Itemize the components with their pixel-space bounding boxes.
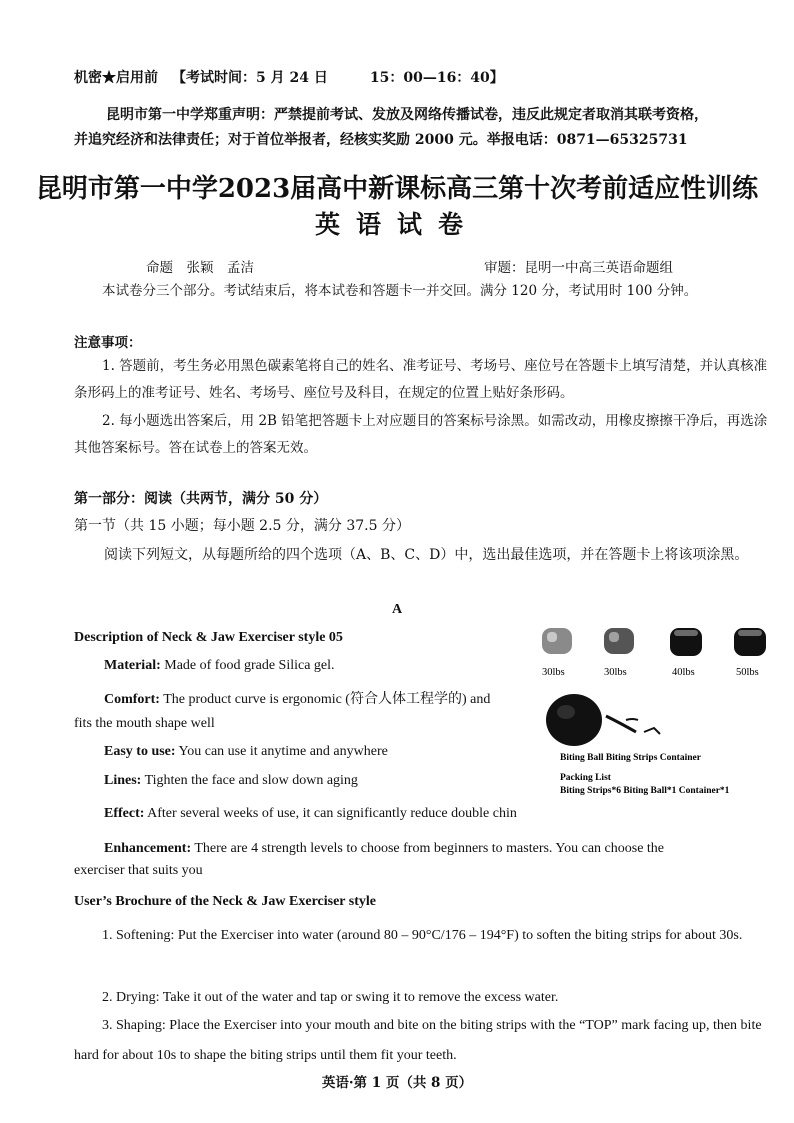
notes-heading: 注意事项：: [74, 335, 142, 351]
enhancement-text: There are 4 strength levels to choose from beginners to masters. You can choose the: [191, 841, 665, 856]
passage-letter: A: [391, 602, 403, 617]
effect-text: After several weeks of use, it can significantly reduce double chin: [144, 806, 517, 821]
notice-line-1: 昆明市第一中学郑重声明：严禁提前考试、发放及网络传播试卷，违反此规定者取消其联考资格，: [106, 107, 708, 123]
reviewer: 审题：昆明一中高三英语命题组: [484, 260, 673, 276]
authors: 命题 张颖 孟洁: [146, 260, 254, 276]
brochure-step-3: 3. Shaping: Place the Exerciser into your mouth and bite on the biting strips with the “TOP” mark facing up, then bite hard for about 10s to shape the biting strips until them fit your teeth.: [74, 1018, 762, 1063]
confidential-label: 机密★启用前: [74, 70, 158, 86]
container-image: [644, 728, 660, 734]
section-1-heading: 第一节（共 15 小题；每小题 2.5 分，满分 37.5 分）: [74, 518, 410, 534]
notice-line-2: 并追究经济和法律责任；对于首位举报者，经核实奖励 2000 元。举报电话：0871—65325731: [74, 132, 688, 148]
property-easy-to-use: [104, 744, 388, 760]
material-label: Material:: [104, 658, 161, 673]
weight-label-3: 40lbs: [672, 667, 695, 678]
brochure-step-2: 2. Drying: Take it out of the water and tap or swing it to remove the excess water.: [102, 990, 559, 1005]
description-heading: Description of Neck & Jaw Exerciser style 05: [74, 630, 343, 645]
property-enhancement: [104, 834, 780, 863]
lines-label: Lines:: [104, 773, 142, 788]
comfort-text-continued: fits the mouth shape well: [74, 716, 215, 731]
weight-label-2: 30lbs: [604, 667, 627, 678]
material-text: Made of food grade Silica gel.: [160, 658, 335, 673]
exerciser-40lbs-image: [670, 628, 702, 656]
product-images: [536, 620, 786, 800]
parts-label: Biting Ball Biting Strips Container: [560, 753, 701, 763]
note-2: 2. 每小题选出答案后，用 2B 铅笔把答题卡上对应题目的答案标号涂黑。如需改动，用橡皮擦擦干净后，再选涂其他答案标号。答在试卷上的答案无效。: [74, 413, 768, 456]
exam-title: 昆明市第一中学2023届高中新课标高三第十次考前适应性训练: [35, 174, 759, 204]
exerciser-30lbs-a-image: [542, 628, 572, 654]
exerciser-30lbs-b-image: [604, 628, 634, 654]
property-material: [104, 658, 335, 674]
property-comfort: [104, 688, 490, 708]
brochure-step-1: 1. Softening: Put the Exerciser into water (around 80 – 90°C/176 – 194°F) to soften the biting strips for about 30s.: [102, 928, 743, 943]
exam-intro: 本试卷分三个部分。考试结束后，将本试卷和答题卡一并交回。满分 120 分，考试用时 100 分钟。: [102, 283, 698, 299]
lines-text: Tighten the face and slow down aging: [141, 773, 358, 788]
reading-instruction: 阅读下列短文，从每题所给的四个选项（A、B、C、D）中，选出最佳选项，并在答题卡上将该项涂黑。: [104, 547, 749, 563]
page-footer: 英语·第 1 页（共 8 页）: [321, 1075, 473, 1091]
packing-list-label: Packing List: [560, 773, 611, 783]
exam-time-range: 15：00—16：40】: [369, 70, 504, 86]
biting-ball-image: [546, 694, 602, 746]
school-notice: [74, 103, 778, 153]
exam-time-label: 【考试时间：5 月 24 日: [172, 70, 328, 86]
property-effect: [104, 806, 517, 822]
property-lines: [104, 773, 358, 789]
enhancement-text-continued: exerciser that suits you: [74, 863, 203, 878]
weight-label-4: 50lbs: [736, 667, 759, 678]
enhancement-label: Enhancement:: [104, 841, 192, 856]
note-1: 1. 答题前，考生务必用黑色碳素笔将自己的姓名、准考证号、考场号、座位号在答题卡上填写清楚，并认真核准条形码上的准考证号、姓名、考场号、座位号及科目，在规定的位置上贴好条形码。: [74, 358, 768, 401]
exam-header: [74, 67, 504, 87]
part-1-heading: 第一部分：阅读（共两节，满分 50 分）: [74, 491, 328, 507]
comfort-text: The product curve is ergonomic (符合人体工程学的) and: [159, 692, 491, 707]
biting-strips-image: [606, 716, 638, 732]
exerciser-50lbs-image: [734, 628, 766, 656]
exam-subtitle: 英语试卷: [314, 210, 479, 239]
packing-items-label: Biting Strips*6 Biting Ball*1 Container*1: [560, 786, 730, 796]
brochure-heading: User’s Brochure of the Neck & Jaw Exerciser style: [74, 894, 376, 909]
comfort-label: Comfort:: [104, 692, 160, 707]
weight-label-1: 30lbs: [542, 667, 565, 678]
easy-label: Easy to use:: [104, 744, 176, 759]
easy-text: You can use it anytime and anywhere: [175, 744, 388, 759]
effect-label: Effect:: [104, 806, 145, 821]
